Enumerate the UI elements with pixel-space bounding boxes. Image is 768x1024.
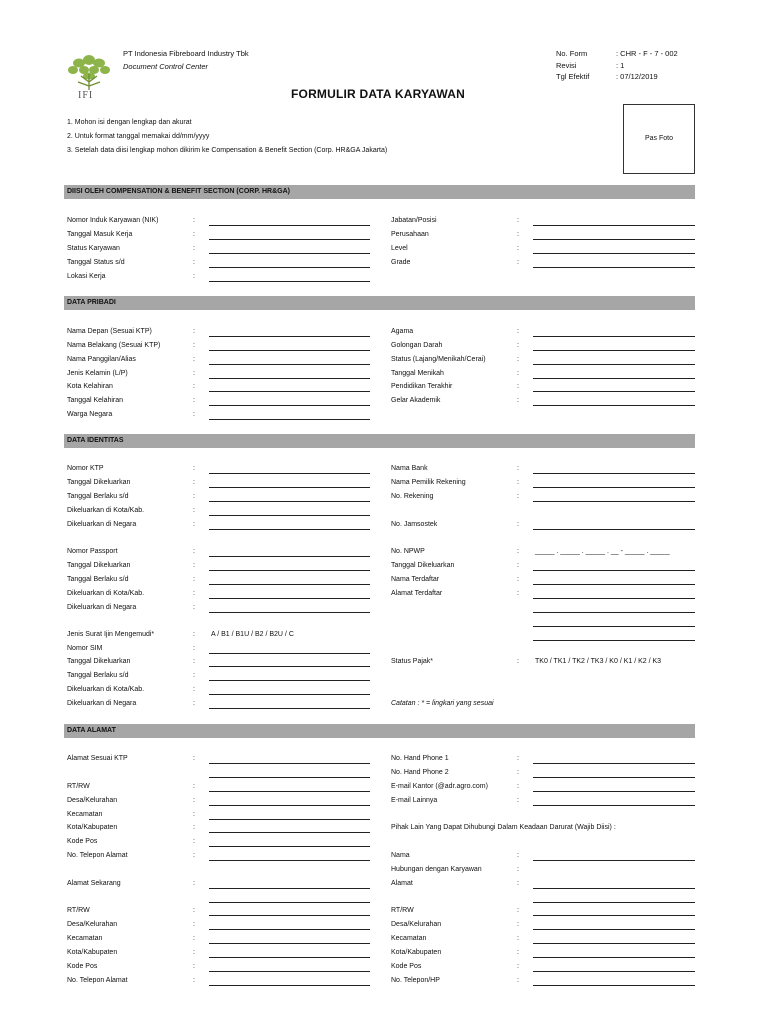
s4_right_c-4-colon: :	[517, 963, 519, 970]
s4_right_b-2-colon: :	[517, 880, 519, 887]
s3_left_b-2-field[interactable]	[209, 584, 370, 585]
s4_right_c-5-label: No. Telepon/HP	[391, 977, 440, 984]
s3_left_c-4-field[interactable]	[209, 694, 370, 695]
s2_left-5-field[interactable]	[209, 405, 370, 406]
s4_right_c-4-label: Kode Pos	[391, 963, 422, 970]
s3_left_c-3-colon: :	[193, 672, 195, 679]
s1_left-2-label: Status Karyawan	[67, 245, 120, 252]
s3_left_c-1-field[interactable]	[209, 653, 370, 654]
s3_right_b-3-colon: :	[517, 590, 519, 597]
s4_left_a-5-field[interactable]	[209, 846, 370, 847]
logo-text: IFI	[78, 90, 94, 101]
s3_left_c-5-colon: :	[193, 700, 195, 707]
s2_left-6-colon: :	[193, 411, 195, 418]
s3_left_b-1-colon: :	[193, 562, 195, 569]
s2_left-1-field[interactable]	[209, 350, 370, 351]
s1_right-2-colon: :	[517, 245, 519, 252]
s4_left_b-0-field-extra-0[interactable]	[209, 902, 370, 903]
s3_left_b-0-field[interactable]	[209, 556, 370, 557]
status-pajak-options[interactable]: TK0 / TK1 / TK2 / TK3 / K0 / K1 / K2 / K3	[535, 658, 662, 665]
s3_right_a-3-label: No. Jamsostek	[391, 521, 438, 528]
photo-box[interactable]: Pas Foto	[623, 104, 695, 174]
s4_right_c-1-field[interactable]	[533, 929, 695, 930]
meta-form-value: : CHR - F - 7 - 002	[616, 49, 678, 58]
s3_right_b-3-field[interactable]	[533, 598, 695, 599]
s4_left_b-1-field[interactable]	[209, 915, 370, 916]
s3_left_b-4-field[interactable]	[209, 612, 370, 613]
s1_right-1-colon: :	[517, 231, 519, 238]
s3_right_a-2-colon: :	[517, 493, 519, 500]
s3_right_b-3-field-extra-2[interactable]	[533, 640, 695, 641]
s4_right_a-1-colon: :	[517, 769, 519, 776]
s2_left-6-field[interactable]	[209, 419, 370, 420]
s3_left_a-0-field[interactable]	[209, 473, 370, 474]
s4_left_b-3-colon: :	[193, 935, 195, 942]
s3_left_a-3-colon: :	[193, 507, 195, 514]
s2_left-2-colon: :	[193, 356, 195, 363]
s3_left_c-2-colon: :	[193, 658, 195, 665]
s4_right_a-2-field[interactable]	[533, 791, 695, 792]
s4_left_b-6-colon: :	[193, 977, 195, 984]
catatan-note: Catatan : * = lingkari yang sesuai	[391, 700, 494, 707]
s3_left_a-1-field[interactable]	[209, 487, 370, 488]
s4_right_a-2-label: E-mail Kantor (@adr.agro.com)	[391, 783, 488, 790]
s3_right_a-1-label: Nama Pemilik Rekening	[391, 479, 466, 486]
s4_right_a-0-colon: :	[517, 755, 519, 762]
s2_left-1-colon: :	[193, 342, 195, 349]
s2_right-2-colon: :	[517, 356, 519, 363]
s3_left_c-0-label: Jenis Surat Ijin Mengemudi*	[67, 631, 155, 638]
s1_left-4-field[interactable]	[209, 281, 370, 282]
company-name: PT Indonesia Fibreboard Industry Tbk	[123, 49, 249, 58]
note-2: 2. Untuk format tanggal memakai dd/mm/yyyy	[67, 133, 210, 140]
meta-tgl-label: Tgl Efektif	[556, 72, 590, 81]
s4_right_c-1-label: Desa/Kelurahan	[391, 921, 442, 928]
s4_left_a-3-label: Kecamatan	[67, 811, 103, 818]
s2_right-5-field[interactable]	[533, 405, 695, 406]
section-data-pribadi: DATA PRIBADI	[64, 296, 695, 310]
s2_right-0-field[interactable]	[533, 336, 695, 337]
meta-form-label: No. Form	[556, 49, 588, 58]
meta-revisi-value: : 1	[616, 61, 625, 70]
s3_right_b-0-colon: :	[517, 548, 519, 555]
s3_right_b-1-colon: :	[517, 562, 519, 569]
s4_left_a-1-field[interactable]	[209, 791, 370, 792]
s4_left_a-5-label: Kode Pos	[67, 838, 98, 845]
s2_right-5-colon: :	[517, 397, 519, 404]
s4_right_b-2-field-extra-0[interactable]	[533, 902, 695, 903]
s2_left-0-colon: :	[193, 328, 195, 335]
s1_left-0-field[interactable]	[209, 225, 370, 226]
s3_left_a-0-label: Nomor KTP	[67, 465, 104, 472]
status-pajak-label: Status Pajak*	[391, 658, 434, 665]
s3_left_c-5-label: Dikeluarkan di Negara	[67, 700, 137, 707]
s3_right_b-3-field-extra-1[interactable]	[533, 626, 695, 627]
s3_left_a-1-label: Tanggal Dikeluarkan	[67, 479, 131, 486]
s1_left-1-colon: :	[193, 231, 195, 238]
s3_left_b-1-label: Tanggal Dikeluarkan	[67, 562, 131, 569]
s4_right_b-0-field[interactable]	[533, 860, 695, 861]
s4_right_a-1-label: No. Hand Phone 2	[391, 769, 449, 776]
s4_right_c-3-label: Kota/Kabupaten	[391, 949, 442, 956]
s2_left-3-colon: :	[193, 370, 195, 377]
s2_right-4-colon: :	[517, 383, 519, 390]
s3_left_a-2-field[interactable]	[209, 501, 370, 502]
s3_right_b-2-colon: :	[517, 576, 519, 583]
s4_right_b-1-label: Hubungan dengan Karyawan	[391, 866, 482, 873]
s4_left_a-6-label: No. Telepon Alamat	[67, 852, 128, 859]
s4_right_c-1-colon: :	[517, 921, 519, 928]
s1_right-0-colon: :	[517, 217, 519, 224]
s4_right_b-2-label: Alamat	[391, 880, 413, 887]
s4_left_a-1-colon: :	[193, 783, 195, 790]
s3_right_b-3-label: Alamat Terdaftar	[391, 590, 443, 597]
department-name: Document Control Center	[123, 62, 209, 71]
s3_right_a-3-field[interactable]	[533, 529, 695, 530]
s4_right_a-3-label: E-mail Lainnya	[391, 797, 438, 804]
note-1: 1. Mohon isi dengan lengkap dan akurat	[67, 119, 192, 126]
s2_right-0-colon: :	[517, 328, 519, 335]
s1_right-0-label: Jabatan/Posisi	[391, 217, 437, 224]
s1_left-4-colon: :	[193, 273, 195, 280]
status-pajak-colon: :	[517, 658, 519, 665]
s3_right_a-0-label: Nama Bank	[391, 465, 428, 472]
s3_left_a-4-label: Dikeluarkan di Negara	[67, 521, 137, 528]
s2_right-1-colon: :	[517, 342, 519, 349]
s2_left-4-field[interactable]	[209, 391, 370, 392]
s2_left-3-label: Jenis Kelamin (L/P)	[67, 370, 128, 377]
s2_left-3-field[interactable]	[209, 378, 370, 379]
s4_left_a-5-colon: :	[193, 838, 195, 845]
s4_left_a-3-colon: :	[193, 811, 195, 818]
s3_left_b-0-label: Nomor Passport	[67, 548, 118, 555]
s4_right_c-3-field[interactable]	[533, 957, 695, 958]
s1_right-3-label: Grade	[391, 259, 411, 266]
s4_left_b-3-field[interactable]	[209, 943, 370, 944]
s3_left_c-1-label: Nomor SIM	[67, 645, 103, 652]
s3_right_a-0-field[interactable]	[533, 473, 695, 474]
s4_left_a-1-label: RT/RW	[67, 783, 90, 790]
s4_left_b-2-field[interactable]	[209, 929, 370, 930]
s4_left_b-5-field[interactable]	[209, 971, 370, 972]
s4_left_a-3-field[interactable]	[209, 819, 370, 820]
meta-revisi-label: Revisi	[556, 61, 577, 70]
s1_left-1-label: Tanggal Masuk Kerja	[67, 231, 133, 238]
s4_left_a-2-label: Desa/Kelurahan	[67, 797, 118, 804]
s2_right-3-colon: :	[517, 370, 519, 377]
s1_left-2-field[interactable]	[209, 253, 370, 254]
s1_right-1-label: Perusahaan	[391, 231, 429, 238]
s4_right_a-0-field[interactable]	[533, 763, 695, 764]
s4_left_b-2-colon: :	[193, 921, 195, 928]
s4_left_b-5-colon: :	[193, 963, 195, 970]
s4_right_a-3-colon: :	[517, 797, 519, 804]
s4_left_a-2-colon: :	[193, 797, 195, 804]
s3_left_c-4-colon: :	[193, 686, 195, 693]
s1_right-2-field[interactable]	[533, 253, 695, 254]
s4_left_b-1-colon: :	[193, 907, 195, 914]
s4_left_b-0-label: Alamat Sekarang	[67, 880, 121, 887]
s3_left_b-1-field[interactable]	[209, 570, 370, 571]
s3_right_b-1-field[interactable]	[533, 570, 695, 571]
s3_left_c-5-field[interactable]	[209, 708, 370, 709]
s1_right-1-field[interactable]	[533, 239, 695, 240]
s3_left_b-0-colon: :	[193, 548, 195, 555]
s4_left_a-4-colon: :	[193, 824, 195, 831]
s2_right-0-label: Agama	[391, 328, 414, 335]
s3_left_c-4-label: Dikeluarkan di Kota/Kab.	[67, 686, 145, 693]
s2_left-2-field[interactable]	[209, 364, 370, 365]
s4_right_a-2-colon: :	[517, 783, 519, 790]
s1_left-4-label: Lokasi Kerja	[67, 273, 106, 280]
s3_right_b-3-field-extra-0[interactable]	[533, 612, 695, 613]
s4_left_b-0-colon: :	[193, 880, 195, 887]
s3_right_b-2-label: Nama Terdaftar	[391, 576, 440, 583]
s3_right_a-0-colon: :	[517, 465, 519, 472]
s4_left_b-1-label: RT/RW	[67, 907, 90, 914]
s4_left_b-0-field[interactable]	[209, 888, 370, 889]
s3_left_c-1-colon: :	[193, 645, 195, 652]
s3_right_a-1-field[interactable]	[533, 487, 695, 488]
s3_right_a-1-colon: :	[517, 479, 519, 486]
s3_left_b-3-field[interactable]	[209, 598, 370, 599]
emergency-title: Pihak Lain Yang Dapat Dihubungi Dalam Keadaan Darurat (Wajib Diisi) :	[391, 824, 616, 831]
s3_left_c-2-label: Tanggal Dikeluarkan	[67, 658, 131, 665]
s3_left_a-2-label: Tanggal Berlaku s/d	[67, 493, 129, 500]
s2_right-2-label: Status (Lajang/Menikah/Cerai)	[391, 356, 486, 363]
s2_left-5-colon: :	[193, 397, 195, 404]
s4_left_a-0-field[interactable]	[209, 763, 370, 764]
sim-options[interactable]: A / B1 / B1U / B2 / B2U / C	[211, 631, 294, 638]
s4_left_a-2-field[interactable]	[209, 805, 370, 806]
s4_right_c-0-field[interactable]	[533, 915, 695, 916]
s3_left_a-4-field[interactable]	[209, 529, 370, 530]
s3_right_b-1-label: Tanggal Dikeluarkan	[391, 562, 455, 569]
s2_left-2-label: Nama Panggilan/Alias	[67, 356, 136, 363]
s4_right_c-5-field[interactable]	[533, 985, 695, 986]
s1_left-0-label: Nomor Induk Karyawan (NIK)	[67, 217, 159, 224]
s1_right-3-colon: :	[517, 259, 519, 266]
s2_right-4-field[interactable]	[533, 391, 695, 392]
s2_right-2-field[interactable]	[533, 364, 695, 365]
s3_left_b-3-colon: :	[193, 590, 195, 597]
s2_right-4-label: Pendidikan Terakhir	[391, 383, 453, 390]
s3_left_a-2-colon: :	[193, 493, 195, 500]
s4_left_b-6-field[interactable]	[209, 985, 370, 986]
s2_right-1-field[interactable]	[533, 350, 695, 351]
s2_left-4-label: Kota Kelahiran	[67, 383, 113, 390]
s3_left_a-4-colon: :	[193, 521, 195, 528]
s4_left_a-6-colon: :	[193, 852, 195, 859]
s4_right_c-0-label: RT/RW	[391, 907, 414, 914]
s4_right_c-4-field[interactable]	[533, 971, 695, 972]
s3_left_b-2-label: Tanggal Berlaku s/d	[67, 576, 129, 583]
s2_left-1-label: Nama Belakang (Sesuai KTP)	[67, 342, 161, 349]
s4_left_a-0-field-extra-0[interactable]	[209, 777, 370, 778]
s3_right_a-2-field[interactable]	[533, 501, 695, 502]
s2_right-1-label: Golongan Darah	[391, 342, 443, 349]
s1_left-3-label: Tanggal Status s/d	[67, 259, 125, 266]
s4_right_c-2-colon: :	[517, 935, 519, 942]
s4_left_b-4-field[interactable]	[209, 957, 370, 958]
s4_right_a-1-field[interactable]	[533, 777, 695, 778]
meta-tgl-value: : 07/12/2019	[616, 72, 658, 81]
s3_left_a-3-label: Dikeluarkan di Kota/Kab.	[67, 507, 145, 514]
s2_right-3-label: Tanggal Menikah	[391, 370, 444, 377]
s4_left_b-4-colon: :	[193, 949, 195, 956]
s3_right_b-2-field[interactable]	[533, 584, 695, 585]
section-hrga: DIISI OLEH COMPENSATION & BENEFIT SECTION (CORP. HR&GA)	[64, 185, 695, 199]
s4_right_b-0-label: Nama	[391, 852, 410, 859]
s3_left_c-0-colon: :	[193, 631, 195, 638]
s3_right_a-3-colon: :	[517, 521, 519, 528]
s2_left-0-field[interactable]	[209, 336, 370, 337]
s4_right_a-0-label: No. Hand Phone 1	[391, 755, 449, 762]
s4_left_a-6-field[interactable]	[209, 860, 370, 861]
s4_right_c-2-label: Kecamatan	[391, 935, 427, 942]
s3_left_c-3-label: Tanggal Berlaku s/d	[67, 672, 129, 679]
section-data-alamat: DATA ALAMAT	[64, 724, 695, 738]
s4_right_c-2-field[interactable]	[533, 943, 695, 944]
s4_right_b-2-field[interactable]	[533, 888, 695, 889]
s1_left-0-colon: :	[193, 217, 195, 224]
s1_left-3-field[interactable]	[209, 267, 370, 268]
s2_left-0-label: Nama Depan (Sesuai KTP)	[67, 328, 152, 335]
s2_left-4-colon: :	[193, 383, 195, 390]
s4_right_b-0-colon: :	[517, 852, 519, 859]
s4_left_b-5-label: Kode Pos	[67, 963, 98, 970]
s3_left_b-2-colon: :	[193, 576, 195, 583]
s2_right-3-field[interactable]	[533, 378, 695, 379]
s3_left_a-3-field[interactable]	[209, 515, 370, 516]
note-3: 3. Setelah data diisi lengkap mohon dikirim ke Compensation & Benefit Section (Corp. HR&GA Jakarta)	[67, 147, 388, 154]
s1_right-3-field[interactable]	[533, 267, 695, 268]
s3_left_c-2-field[interactable]	[209, 666, 370, 667]
s2_left-5-label: Tanggal Kelahiran	[67, 397, 124, 404]
s4_left_a-0-label: Alamat Sesuai KTP	[67, 755, 128, 762]
s3_left_b-4-colon: :	[193, 604, 195, 611]
s1_left-1-field[interactable]	[209, 239, 370, 240]
s4_left_a-0-colon: :	[193, 755, 195, 762]
section-data-identitas: DATA IDENTITAS	[64, 434, 695, 448]
s1_right-2-label: Level	[391, 245, 408, 252]
s4_right_b-1-colon: :	[517, 866, 519, 873]
s4_right_a-3-field[interactable]	[533, 805, 695, 806]
s4_left_a-4-field[interactable]	[209, 832, 370, 833]
s3_right_a-2-label: No. Rekening	[391, 493, 434, 500]
s1_left-2-colon: :	[193, 245, 195, 252]
npwp-format[interactable]: _____ . _____ . _____ . __ - _____ . _____	[535, 548, 670, 555]
s4_left_a-4-label: Kota/Kabupaten	[67, 824, 118, 831]
s3_left_b-3-label: Dikeluarkan di Kota/Kab.	[67, 590, 145, 597]
s3_left_b-4-label: Dikeluarkan di Negara	[67, 604, 137, 611]
s3_left_a-1-colon: :	[193, 479, 195, 486]
s4_left_b-3-label: Kecamatan	[67, 935, 103, 942]
s4_right_c-3-colon: :	[517, 949, 519, 956]
s4_left_b-6-label: No. Telepon Alamat	[67, 977, 128, 984]
s3_left_c-3-field[interactable]	[209, 680, 370, 681]
s2_right-5-label: Gelar Akademik	[391, 397, 441, 404]
s2_left-6-label: Warga Negara	[67, 411, 113, 418]
s1_left-3-colon: :	[193, 259, 195, 266]
s3_left_a-0-colon: :	[193, 465, 195, 472]
s4_right_c-5-colon: :	[517, 977, 519, 984]
s4_left_b-2-label: Desa/Kelurahan	[67, 921, 118, 928]
s1_right-0-field[interactable]	[533, 225, 695, 226]
form-title: FORMULIR DATA KARYAWAN	[291, 87, 465, 101]
s3_right_b-0-label: No. NPWP	[391, 548, 425, 555]
s4_right_c-0-colon: :	[517, 907, 519, 914]
s4_left_b-4-label: Kota/Kabupaten	[67, 949, 118, 956]
